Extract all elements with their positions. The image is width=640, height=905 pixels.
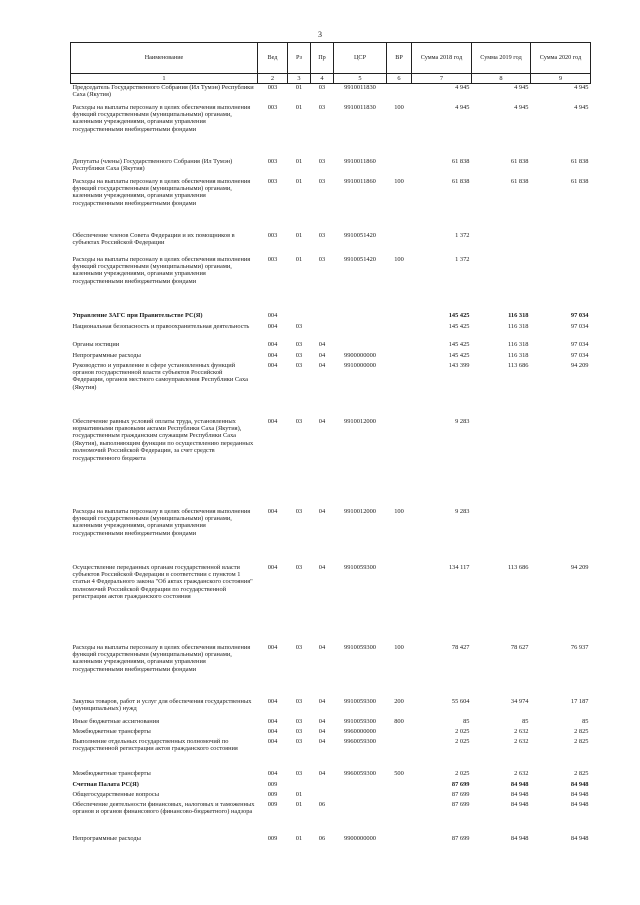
cell-sum-2020: 61 838 bbox=[570, 157, 589, 165]
col-header-sum-2019: Сумма 2019 год bbox=[472, 43, 531, 74]
cell-vr bbox=[387, 781, 412, 791]
cell-rz bbox=[288, 312, 311, 323]
cell-sum-2020: 2 825 bbox=[574, 769, 589, 777]
table-body bbox=[71, 84, 591, 847]
table-row bbox=[71, 256, 591, 312]
cell-sum-2020: 84 948 bbox=[570, 790, 589, 798]
cell-name: Национальная безопасность и правоохранительная деятельность bbox=[72, 322, 250, 330]
col-number: 2 bbox=[258, 74, 288, 84]
cell-name: Непрограммные расходы bbox=[72, 834, 141, 842]
cell-name: Межбюджетные трансферты bbox=[72, 769, 151, 777]
cell-ved: 003 bbox=[267, 103, 278, 111]
cell-name: Выполнение отдельных государственных полномочий по государственной регистрации актов гражданского состояния bbox=[72, 737, 238, 752]
cell-pr bbox=[311, 312, 334, 323]
cell-pr: 06 bbox=[318, 800, 326, 808]
table-row bbox=[71, 770, 591, 781]
cell-sum-2020 bbox=[531, 508, 591, 564]
cell-vr bbox=[387, 362, 412, 418]
cell-csr: 9910011830 bbox=[344, 84, 376, 91]
cell-rz: 01 bbox=[295, 177, 303, 185]
cell-ved: 009 bbox=[267, 790, 278, 798]
table-row bbox=[71, 312, 591, 323]
cell-ved: 004 bbox=[267, 311, 278, 319]
cell-vr: 200 bbox=[394, 697, 404, 705]
table-row bbox=[71, 323, 591, 341]
cell-ved: 003 bbox=[267, 84, 278, 91]
cell-sum-2019: 2 632 bbox=[514, 737, 529, 745]
cell-sum-2018: 87 699 bbox=[451, 780, 470, 788]
cell-csr: 9910011830 bbox=[344, 103, 376, 111]
cell-sum-2018: 9 283 bbox=[455, 507, 470, 515]
cell-pr: 03 bbox=[318, 103, 326, 111]
cell-ved: 003 bbox=[267, 177, 278, 185]
cell-ved: 009 bbox=[267, 780, 278, 788]
cell-sum-2018: 55 604 bbox=[451, 697, 470, 705]
cell-sum-2018: 87 699 bbox=[451, 834, 470, 842]
col-header-vr: ВР bbox=[387, 43, 412, 74]
cell-csr: 9960059300 bbox=[344, 769, 376, 777]
table-row bbox=[71, 104, 591, 158]
cell-csr: 9910012000 bbox=[344, 507, 376, 515]
cell-name: Руководство и управление в сфере установленных функций органов государственной власти субъектов Российской Федерации, органов местного самоуправления Республики Саха (Якутия) bbox=[72, 361, 248, 391]
cell-rz bbox=[288, 781, 311, 791]
cell-sum-2019: 84 948 bbox=[510, 834, 529, 842]
cell-name: Обеспечение равных условий оплаты труда, установленных нормативными правовыми актами Республики Саха (Якутия), государственным гражданским служащим Республики Саха (Якутия), выполняющим функции по осуществлению переданных полномочий Российской Федерации, за счет средств государственного бюджета bbox=[72, 417, 254, 462]
cell-sum-2019: 2 632 bbox=[514, 727, 529, 735]
cell-vr bbox=[387, 728, 412, 738]
cell-rz: 03 bbox=[295, 361, 303, 369]
cell-rz: 01 bbox=[295, 103, 303, 111]
cell-rz: 03 bbox=[295, 717, 303, 725]
cell-csr: 9900000000 bbox=[344, 834, 376, 842]
cell-sum-2018: 87 699 bbox=[451, 790, 470, 798]
cell-csr: 9910011860 bbox=[344, 177, 376, 185]
cell-vr: 100 bbox=[394, 643, 404, 651]
cell-csr bbox=[334, 801, 387, 835]
cell-vr bbox=[387, 352, 412, 362]
col-number: 1 bbox=[71, 74, 258, 84]
cell-sum-2018: 85 bbox=[463, 717, 470, 725]
cell-vr bbox=[387, 323, 412, 341]
cell-sum-2018: 145 425 bbox=[448, 340, 470, 348]
cell-rz: 01 bbox=[295, 790, 303, 798]
cell-ved: 004 bbox=[267, 643, 278, 651]
cell-sum-2019: 113 686 bbox=[507, 361, 529, 369]
col-number: 6 bbox=[387, 74, 412, 84]
col-number: 5 bbox=[334, 74, 387, 84]
cell-name: Управление ЗАГС при Правительстве РС(Я) bbox=[72, 311, 203, 319]
col-header-csr: ЦСР bbox=[334, 43, 387, 74]
cell-csr: 9910059300 bbox=[344, 717, 376, 725]
cell-pr: 03 bbox=[318, 84, 326, 91]
cell-name: Осуществление переданных органам государственной власти субъектов Российской Федерации в соответствии с пунктом 1 статьи 4 Федерального закона "Об актах гражданского состояния" полномочий Российской Федерации по государственной регистрации актов гражданского состояния bbox=[72, 563, 253, 601]
table-row bbox=[71, 564, 591, 644]
col-number: 8 bbox=[472, 74, 531, 84]
cell-sum-2020: 94 209 bbox=[570, 563, 589, 571]
cell-name: Закупка товаров, работ и услуг для обеспечения государственных (муниципальных) нужд bbox=[72, 697, 252, 712]
cell-csr bbox=[334, 312, 387, 323]
table-row bbox=[71, 178, 591, 232]
cell-ved: 004 bbox=[267, 717, 278, 725]
cell-sum-2018: 78 427 bbox=[451, 643, 470, 651]
cell-csr: 9960059300 bbox=[344, 737, 376, 745]
cell-csr: 9910012000 bbox=[344, 417, 376, 425]
cell-pr: 03 bbox=[318, 231, 326, 239]
cell-sum-2018: 1 372 bbox=[455, 231, 470, 239]
cell-ved: 009 bbox=[267, 834, 278, 842]
cell-sum-2019: 84 948 bbox=[510, 790, 529, 798]
cell-pr: 04 bbox=[318, 737, 326, 745]
table-row bbox=[71, 781, 591, 791]
cell-name: Депутаты (члены) Государственного Собрания (Ил Тумэн) Республики Саха (Якутия) bbox=[72, 157, 233, 172]
cell-sum-2018: 2 025 bbox=[455, 727, 470, 735]
cell-sum-2020: 85 bbox=[582, 717, 589, 725]
cell-sum-2019 bbox=[472, 418, 531, 508]
cell-vr bbox=[387, 738, 412, 770]
budget-table bbox=[70, 42, 591, 847]
cell-name: Расходы на выплаты персоналу в целях обеспечения выполнения функций государственными (муниципальными) органами, казенными учреждениями, органами управления государственными внебюджетными фондами bbox=[72, 507, 251, 537]
cell-sum-2019: 84 948 bbox=[510, 800, 529, 808]
cell-sum-2019: 84 948 bbox=[510, 780, 529, 788]
cell-sum-2020: 97 034 bbox=[570, 351, 589, 359]
cell-ved: 004 bbox=[267, 507, 278, 515]
cell-sum-2018: 145 425 bbox=[448, 351, 470, 359]
cell-pr bbox=[311, 781, 334, 791]
cell-ved: 004 bbox=[267, 737, 278, 745]
cell-rz: 03 bbox=[295, 351, 303, 359]
cell-vr bbox=[387, 835, 412, 847]
cell-pr: 04 bbox=[318, 643, 326, 651]
col-number: 7 bbox=[412, 74, 472, 84]
cell-name: Обеспечение членов Совета Федерации и их помощников в субъектах Российской Федерации bbox=[72, 231, 235, 246]
cell-sum-2019 bbox=[472, 256, 531, 312]
cell-ved: 003 bbox=[267, 255, 278, 263]
cell-sum-2020: 97 034 bbox=[570, 322, 589, 330]
cell-csr: 9960000000 bbox=[344, 727, 376, 735]
cell-pr: 04 bbox=[318, 417, 326, 425]
cell-vr bbox=[387, 341, 412, 352]
cell-ved: 004 bbox=[267, 340, 278, 348]
cell-sum-2019: 116 318 bbox=[507, 322, 529, 330]
cell-sum-2020: 97 034 bbox=[570, 340, 589, 348]
table-row bbox=[71, 738, 591, 770]
cell-vr bbox=[387, 232, 412, 256]
table-row bbox=[71, 362, 591, 418]
table-row bbox=[71, 232, 591, 256]
cell-sum-2020: 61 838 bbox=[570, 177, 589, 185]
cell-ved: 004 bbox=[267, 361, 278, 369]
cell-ved: 004 bbox=[267, 563, 278, 571]
column-number-row bbox=[71, 74, 591, 84]
cell-vr: 100 bbox=[394, 507, 404, 515]
cell-sum-2018: 2 025 bbox=[455, 769, 470, 777]
cell-rz: 03 bbox=[295, 563, 303, 571]
cell-sum-2019: 116 318 bbox=[507, 340, 529, 348]
cell-name: Расходы на выплаты персоналу в целях обеспечения выполнения функций государственными (муниципальными) органами, казенными учреждениями, органами управления государственными внебюджетными фондами bbox=[72, 103, 251, 133]
cell-sum-2020: 4 945 bbox=[574, 103, 589, 111]
col-header-name: Наименование bbox=[71, 43, 258, 74]
cell-sum-2018: 2 025 bbox=[455, 737, 470, 745]
cell-pr: 04 bbox=[318, 727, 326, 735]
table-row bbox=[71, 791, 591, 801]
table-row bbox=[71, 418, 591, 508]
table-row bbox=[71, 341, 591, 352]
cell-sum-2018: 134 117 bbox=[448, 563, 470, 571]
table-row bbox=[71, 728, 591, 738]
col-number: 9 bbox=[531, 74, 591, 84]
cell-sum-2018: 143 399 bbox=[448, 361, 470, 369]
cell-pr: 04 bbox=[318, 351, 326, 359]
cell-sum-2019: 78 627 bbox=[510, 643, 529, 651]
cell-sum-2019: 4 945 bbox=[514, 103, 529, 111]
cell-rz: 01 bbox=[295, 157, 303, 165]
cell-ved: 004 bbox=[267, 417, 278, 425]
cell-pr: 03 bbox=[318, 157, 326, 165]
cell-vr bbox=[387, 84, 412, 104]
cell-csr: 9910059300 bbox=[344, 563, 376, 571]
cell-name: Расходы на выплаты персоналу в целях обеспечения выполнения функций государственными (муниципальными) органами, казенными учреждениями, органами управления государственными внебюджетными фондами bbox=[72, 177, 251, 207]
cell-rz: 01 bbox=[295, 231, 303, 239]
cell-vr: 100 bbox=[394, 177, 404, 185]
col-header-ved: Вед bbox=[258, 43, 288, 74]
cell-sum-2019: 61 838 bbox=[510, 157, 529, 165]
page-number: 3 bbox=[318, 30, 322, 39]
cell-pr: 03 bbox=[318, 255, 326, 263]
cell-sum-2020: 84 948 bbox=[570, 800, 589, 808]
cell-name: Межбюджетные трансферты bbox=[72, 727, 151, 735]
cell-sum-2020: 17 187 bbox=[570, 697, 589, 705]
cell-csr bbox=[334, 323, 387, 341]
cell-vr: 800 bbox=[394, 717, 404, 725]
cell-sum-2020 bbox=[531, 232, 591, 256]
cell-rz: 03 bbox=[295, 322, 303, 330]
cell-name: Общегосударственные вопросы bbox=[72, 790, 160, 798]
cell-ved: 003 bbox=[267, 157, 278, 165]
cell-sum-2019: 116 318 bbox=[508, 311, 529, 319]
col-header-sum-2018: Сумма 2018 год bbox=[412, 43, 472, 74]
cell-sum-2018: 145 425 bbox=[448, 311, 470, 319]
cell-name: Расходы на выплаты персоналу в целях обеспечения выполнения функций государственными (муниципальными) органами, казенными учреждениями, органами управления государственными внебюджетными фондами bbox=[72, 255, 251, 285]
cell-rz: 03 bbox=[295, 340, 303, 348]
cell-pr: 04 bbox=[318, 717, 326, 725]
cell-csr bbox=[334, 791, 387, 801]
cell-pr: 04 bbox=[318, 563, 326, 571]
cell-sum-2020: 4 945 bbox=[574, 84, 589, 91]
cell-pr: 04 bbox=[318, 340, 326, 348]
table-row bbox=[71, 352, 591, 362]
cell-csr: 9910059300 bbox=[344, 697, 376, 705]
cell-sum-2018: 4 945 bbox=[455, 103, 470, 111]
cell-sum-2020: 97 034 bbox=[570, 311, 589, 319]
cell-rz: 03 bbox=[295, 507, 303, 515]
cell-name: Органы юстиции bbox=[72, 340, 120, 348]
cell-pr: 04 bbox=[318, 769, 326, 777]
cell-sum-2019: 61 838 bbox=[510, 177, 529, 185]
cell-sum-2018: 145 425 bbox=[448, 322, 470, 330]
cell-sum-2019: 116 318 bbox=[507, 351, 529, 359]
cell-rz: 01 bbox=[295, 800, 303, 808]
cell-sum-2020: 84 948 bbox=[570, 834, 589, 842]
cell-ved: 004 bbox=[267, 697, 278, 705]
cell-ved: 004 bbox=[267, 727, 278, 735]
col-header-sum-2020: Сумма 2020 год bbox=[531, 43, 591, 74]
table-row bbox=[71, 835, 591, 847]
cell-sum-2018: 87 699 bbox=[451, 800, 470, 808]
cell-ved: 003 bbox=[267, 231, 278, 239]
cell-vr bbox=[387, 418, 412, 508]
cell-csr: 9900000000 bbox=[344, 351, 376, 359]
cell-vr bbox=[387, 158, 412, 178]
cell-sum-2020: 76 937 bbox=[570, 643, 589, 651]
cell-csr bbox=[334, 341, 387, 352]
cell-vr bbox=[387, 312, 412, 323]
cell-pr bbox=[311, 791, 334, 801]
cell-csr: 9910059300 bbox=[344, 643, 376, 651]
cell-sum-2018: 9 283 bbox=[455, 417, 470, 425]
cell-ved: 004 bbox=[267, 351, 278, 359]
cell-name: Счетная Палата РС(Я) bbox=[72, 780, 139, 788]
table-row bbox=[71, 508, 591, 564]
cell-ved: 004 bbox=[267, 769, 278, 777]
cell-vr: 500 bbox=[394, 769, 404, 777]
table-row bbox=[71, 644, 591, 698]
cell-ved: 004 bbox=[267, 322, 278, 330]
cell-rz: 03 bbox=[295, 737, 303, 745]
cell-sum-2020: 2 825 bbox=[574, 737, 589, 745]
col-header-pr: Пр bbox=[311, 43, 334, 74]
table-row bbox=[71, 698, 591, 718]
cell-sum-2019: 113 686 bbox=[507, 563, 529, 571]
cell-csr: 9910000000 bbox=[344, 361, 376, 369]
cell-rz: 03 bbox=[295, 643, 303, 651]
cell-vr: 100 bbox=[394, 103, 404, 111]
cell-sum-2019: 4 945 bbox=[514, 84, 529, 91]
cell-rz: 01 bbox=[295, 255, 303, 263]
cell-pr: 03 bbox=[318, 177, 326, 185]
cell-pr: 04 bbox=[318, 361, 326, 369]
cell-vr bbox=[387, 564, 412, 644]
col-number: 3 bbox=[288, 74, 311, 84]
header-row bbox=[71, 43, 591, 74]
cell-csr: 9910011860 bbox=[344, 157, 376, 165]
cell-sum-2018: 1 372 bbox=[455, 255, 470, 263]
cell-sum-2020 bbox=[531, 418, 591, 508]
cell-sum-2019: 2 632 bbox=[514, 769, 529, 777]
cell-rz: 03 bbox=[295, 697, 303, 705]
cell-sum-2019: 85 bbox=[522, 717, 529, 725]
cell-vr bbox=[387, 801, 412, 835]
cell-name: Непрограммные расходы bbox=[72, 351, 141, 359]
col-number: 4 bbox=[311, 74, 334, 84]
cell-rz: 01 bbox=[295, 834, 303, 842]
cell-rz: 03 bbox=[295, 417, 303, 425]
table-row bbox=[71, 158, 591, 178]
cell-csr: 9910051420 bbox=[344, 231, 376, 239]
cell-sum-2020 bbox=[531, 256, 591, 312]
cell-csr: 9910051420 bbox=[344, 255, 376, 263]
cell-rz: 03 bbox=[295, 727, 303, 735]
cell-rz: 01 bbox=[295, 84, 303, 91]
cell-sum-2020: 2 825 bbox=[574, 727, 589, 735]
cell-sum-2020: 84 948 bbox=[570, 780, 589, 788]
cell-sum-2019 bbox=[472, 508, 531, 564]
cell-name: Расходы на выплаты персоналу в целях обеспечения выполнения функций государственными (муниципальными) органами, казенными учреждениями, органами управления государственными внебюджетными фондами bbox=[72, 643, 251, 673]
cell-sum-2020: 94 209 bbox=[570, 361, 589, 369]
table-row bbox=[71, 801, 591, 835]
col-header-rz: Рз bbox=[288, 43, 311, 74]
cell-vr: 100 bbox=[394, 255, 404, 263]
cell-name: Председатель Государственного Собрания (Ил Тумэн) Республики Саха (Якутия) bbox=[72, 84, 254, 99]
cell-vr bbox=[387, 791, 412, 801]
table-row bbox=[71, 718, 591, 728]
table-row bbox=[71, 84, 591, 104]
cell-sum-2018: 4 945 bbox=[455, 84, 470, 91]
cell-sum-2019: 34 974 bbox=[510, 697, 529, 705]
cell-pr bbox=[311, 323, 334, 341]
cell-pr: 04 bbox=[318, 507, 326, 515]
cell-name: Обеспечение деятельности финансовых, налоговых и таможенных органов и органов финансового (финансово-бюджетного) надзора bbox=[72, 800, 255, 815]
cell-rz: 03 bbox=[295, 769, 303, 777]
cell-pr: 06 bbox=[318, 834, 326, 842]
cell-pr: 04 bbox=[318, 697, 326, 705]
cell-csr bbox=[334, 781, 387, 791]
cell-sum-2018: 61 838 bbox=[451, 157, 470, 165]
cell-sum-2019 bbox=[472, 232, 531, 256]
cell-sum-2018: 61 838 bbox=[451, 177, 470, 185]
cell-name: Иные бюджетные ассигнования bbox=[72, 717, 160, 725]
cell-ved: 009 bbox=[267, 800, 278, 808]
